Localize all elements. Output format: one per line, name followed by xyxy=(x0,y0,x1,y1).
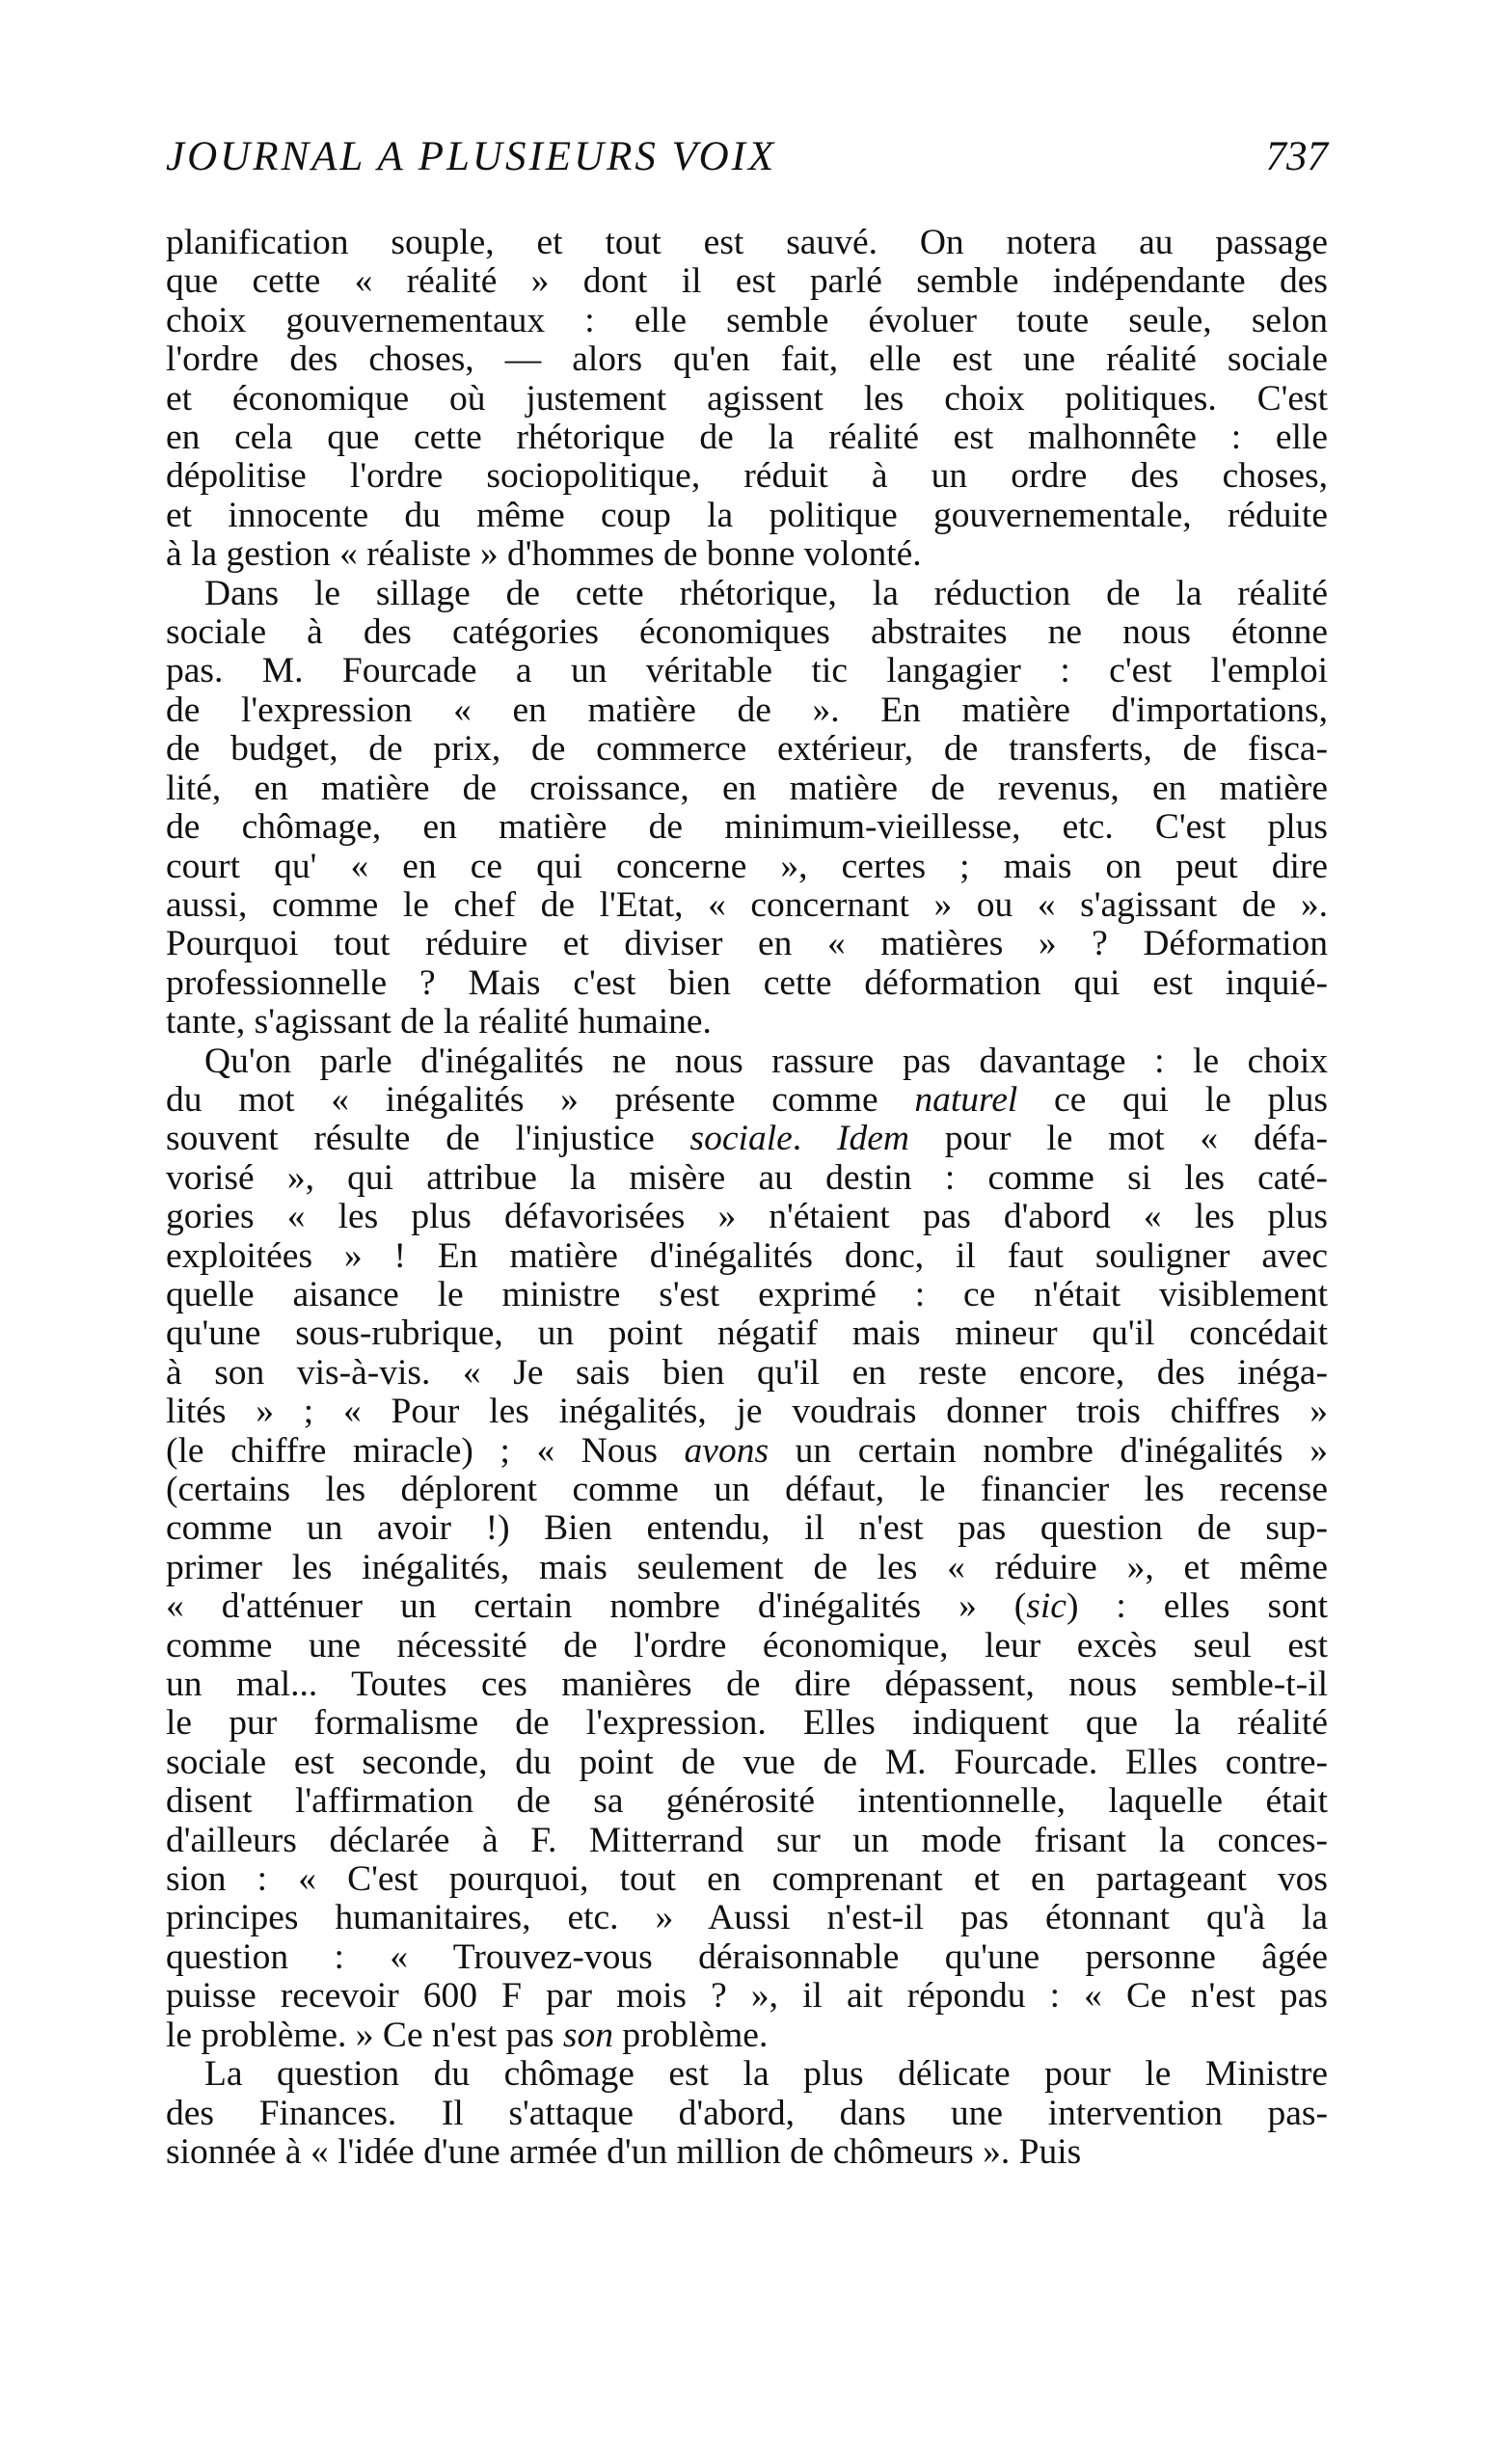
text-line: souvent résulte de l'injustice sociale. Idem pour le mot « défa- xyxy=(166,1119,1328,1159)
text-line: sionnée à « l'idée d'une armée d'un million de chômeurs ». Puis xyxy=(166,2131,1082,2172)
text-line: un mal... Toutes ces manières de dire dépassent, nous semble-t-il xyxy=(166,1665,1328,1705)
text-line: le pur formalisme de l'expression. Elles indiquent que la réalité xyxy=(166,1703,1328,1744)
text-line: planification souple, et tout est sauvé. On notera au passage xyxy=(166,223,1328,262)
text-line: pas. M. Fourcade a un véritable tic langagier : c'est l'emploi xyxy=(166,651,1328,691)
text-line: et économique où justement agissent les choix politiques. C'est xyxy=(166,378,1328,419)
text-line: La question du chômage est la plus délicate pour le Ministre xyxy=(204,2054,1328,2095)
text-line: gories « les plus défavorisées » n'étaient pas d'abord « les plus xyxy=(166,1197,1328,1237)
text-line: et innocente du même coup la politique gouvernementale, réduite xyxy=(166,495,1328,535)
text-line: qu'une sous-rubrique, un point négatif mais mineur qu'il concédait xyxy=(166,1313,1328,1354)
text-line: sociale à des catégories économiques abstraites ne nous étonne xyxy=(166,612,1328,653)
text-line: exploitées » ! En matière d'inégalités donc, il faut souligner avec xyxy=(166,1235,1328,1276)
text-line: le problème. » Ce n'est pas son problème. xyxy=(166,2015,769,2055)
italic-text: naturel xyxy=(914,1079,1018,1120)
text-line: que cette « réalité » dont il est parlé semble indépendante des xyxy=(166,261,1328,302)
text-line: comme un avoir !) Bien entendu, il n'est pas question de sup- xyxy=(166,1508,1328,1549)
text-line: puisse recevoir 600 F par mois ? », il ait répondu : « Ce n'est pas xyxy=(166,1976,1328,2017)
text-line: primer les inégalités, mais seulement de les « réduire », et même xyxy=(166,1547,1328,1587)
text-line: du mot « inégalités » présente comme naturel ce qui le plus xyxy=(166,1079,1328,1120)
running-title: JOURNAL A PLUSIEURS VOIX xyxy=(166,134,777,179)
text-line: l'ordre des choses, — alors qu'en fait, elle est une réalité sociale xyxy=(166,339,1328,380)
text-line: sion : « C'est pourquoi, tout en comprenant et en partageant vos xyxy=(166,1859,1328,1900)
paragraph xyxy=(166,1042,1328,2056)
text-line: « d'atténuer un certain nombre d'inégalités » (sic) : elles sont xyxy=(166,1586,1328,1627)
text-line: des Finances. Il s'attaque d'abord, dans une intervention pas- xyxy=(166,2093,1328,2133)
text-line: de l'expression « en matière de ». En matière d'importations, xyxy=(166,690,1328,730)
italic-text: sic xyxy=(1026,1586,1066,1627)
italic-text: sociale xyxy=(689,1119,793,1159)
text-line: choix gouvernementaux : elle semble évoluer toute seule, selon xyxy=(166,300,1328,340)
italic-text: avons xyxy=(684,1430,770,1471)
text-line: (certains les déplorent comme un défaut, le financier les recense xyxy=(166,1470,1328,1509)
running-head xyxy=(166,133,1328,191)
text-line: de budget, de prix, de commerce extérieur, de transferts, de fisca- xyxy=(166,729,1328,770)
body-text xyxy=(166,224,1328,2172)
text-line: vorisé », qui attribue la misère au destin : comme si les caté- xyxy=(166,1157,1328,1198)
italic-text: Idem xyxy=(836,1119,909,1159)
text-line: (le chiffre miracle) ; « Nous avons un certain nombre d'inégalités » xyxy=(166,1430,1328,1471)
text-line: lité, en matière de croissance, en matière de revenus, en matière xyxy=(166,768,1328,808)
italic-text: son xyxy=(562,2015,613,2055)
text-line: à son vis-à-vis. « Je sais bien qu'il en reste encore, des inéga- xyxy=(166,1352,1328,1393)
text-line: en cela que cette rhétorique de la réalité est malhonnête : elle xyxy=(166,418,1328,458)
text-line: d'ailleurs déclarée à F. Mitterrand sur un mode frisant la conces- xyxy=(166,1820,1328,1860)
text-line: lités » ; « Pour les inégalités, je voudrais donner trois chiffres » xyxy=(166,1392,1328,1432)
paragraph xyxy=(166,2055,1328,2172)
text-line: dépolitise l'ordre sociopolitique, réduit à un ordre des choses, xyxy=(166,456,1328,497)
text-line: tante, s'agissant de la réalité humaine. xyxy=(166,1002,712,1042)
text-line: sociale est seconde, du point de vue de M. Fourcade. Elles contre- xyxy=(166,1742,1328,1782)
text-line: disent l'affirmation de sa générosité intentionnelle, laquelle était xyxy=(166,1781,1328,1822)
page-number: 737 xyxy=(1265,134,1328,179)
text-line: question : « Trouvez-vous déraisonnable qu'une personne âgée xyxy=(166,1936,1328,1977)
paragraph xyxy=(166,224,1328,575)
text-line: quelle aisance le ministre s'est exprimé : ce n'était visiblement xyxy=(166,1274,1328,1314)
text-line: professionnelle ? Mais c'est bien cette déformation qui est inquié- xyxy=(166,962,1328,1003)
text-line: aussi, comme le chef de l'Etat, « concernant » ou « s'agissant de ». xyxy=(166,884,1328,925)
text-line: à la gestion « réaliste » d'hommes de bonne volonté. xyxy=(166,534,922,575)
text-line: Pourquoi tout réduire et diviser en « matières » ? Déformation xyxy=(166,924,1328,964)
text-line: principes humanitaires, etc. » Aussi n'est-il pas étonnant qu'à la xyxy=(166,1898,1328,1938)
paragraph xyxy=(166,575,1328,1042)
text-line: Qu'on parle d'inégalités ne nous rassure pas davantage : le choix xyxy=(204,1041,1328,1081)
text-line: de chômage, en matière de minimum-vieillesse, etc. C'est plus xyxy=(166,807,1328,848)
text-line: court qu' « en ce qui concerne », certes ; mais on peut dire xyxy=(166,846,1328,886)
text-line: comme une nécessité de l'ordre économique, leur excès seul est xyxy=(166,1625,1328,1665)
text-line: Dans le sillage de cette rhétorique, la réduction de la réalité xyxy=(204,573,1328,613)
